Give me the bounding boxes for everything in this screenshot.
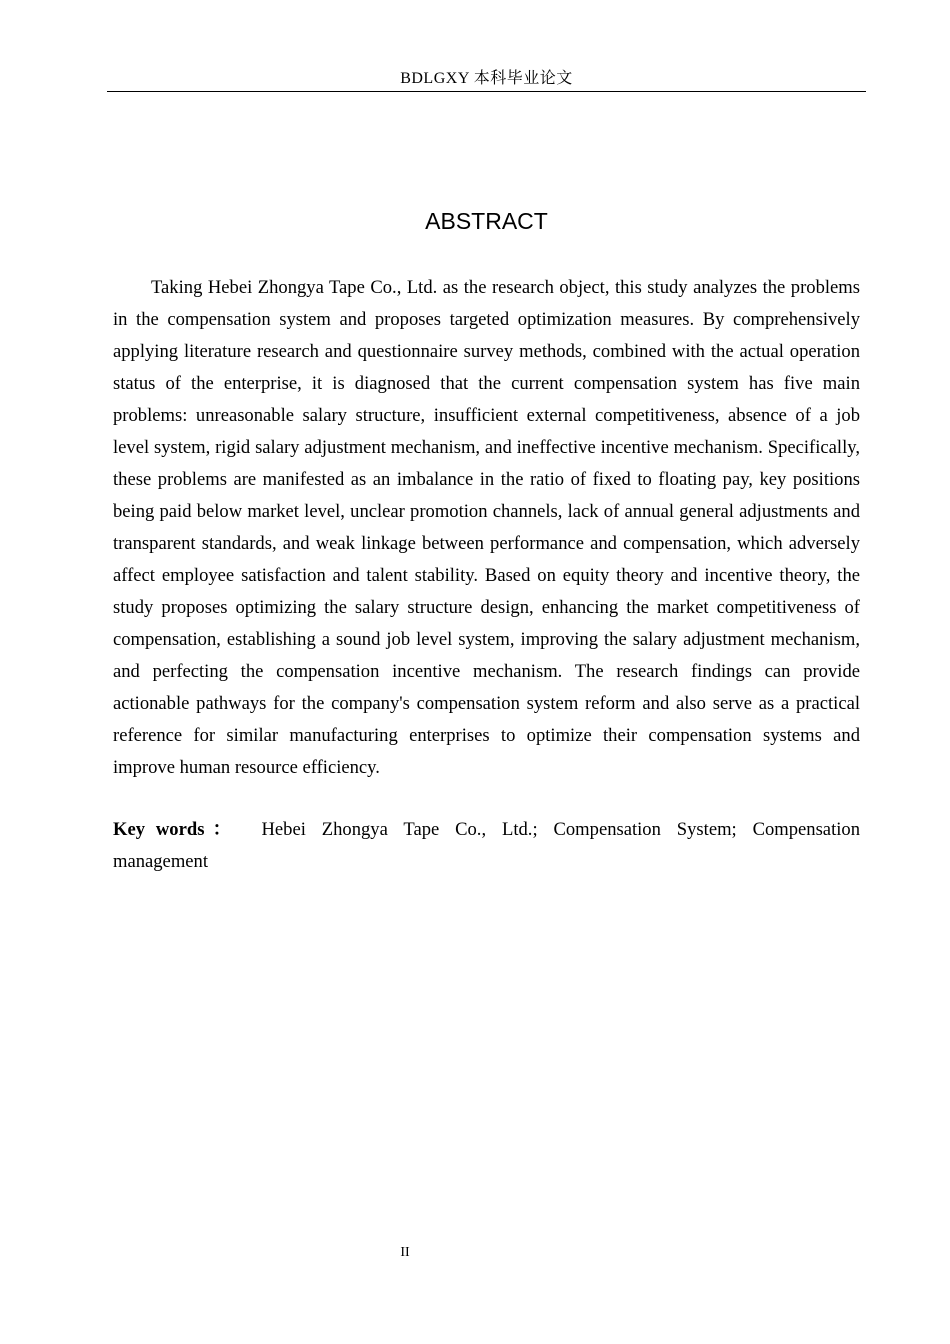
abstract-body: Taking Hebei Zhongya Tape Co., Ltd. as the research object, this study analyzes the problems in the compensation system and proposes targeted optimization measures. By comprehensively applying literature research and questionnaire survey methods, combined with the actual operation status of the enterprise, it is diagnosed that the current compensation system has five main problems: unreasonable salary structure, insufficient external competitiveness, absence of a job level system, rigid salary adjustment mechanism, and ineffective incentive mechanism. Specifically, these problems are manifested as an imbalance in the ratio of fixed to floating pay, key positions being paid below market level, unclear promotion channels, lack of annual general adjustments and transparent standards, and weak linkage between performance and compensation, which adversely affect employee satisfaction and talent stability. Based on equity theory and incentive theory, the study proposes optimizing the salary structure design, enhancing the market competitiveness of compensation, establishing a sound job level system, improving the salary adjustment mechanism, and perfecting the compensation incentive mechanism. The research findings can provide actionable pathways for the company's compensation system reform and also serve as a practical reference for similar manufacturing enterprises to optimize their compensation systems and improve human resource efficiency.: [113, 277, 860, 778]
keywords-text: Hebei Zhongya Tape Co., Ltd.; Compensation System; Compensation management: [113, 819, 860, 872]
running-header: BDLGXY 本科毕业论文: [400, 70, 573, 87]
keywords-paragraph: [113, 814, 860, 878]
keywords-separator: ：: [210, 819, 234, 840]
keywords-label: Key words: [113, 819, 205, 840]
abstract-title: ABSTRACT: [425, 208, 548, 234]
header-rule: [107, 91, 866, 92]
page-number: II: [400, 1245, 410, 1260]
